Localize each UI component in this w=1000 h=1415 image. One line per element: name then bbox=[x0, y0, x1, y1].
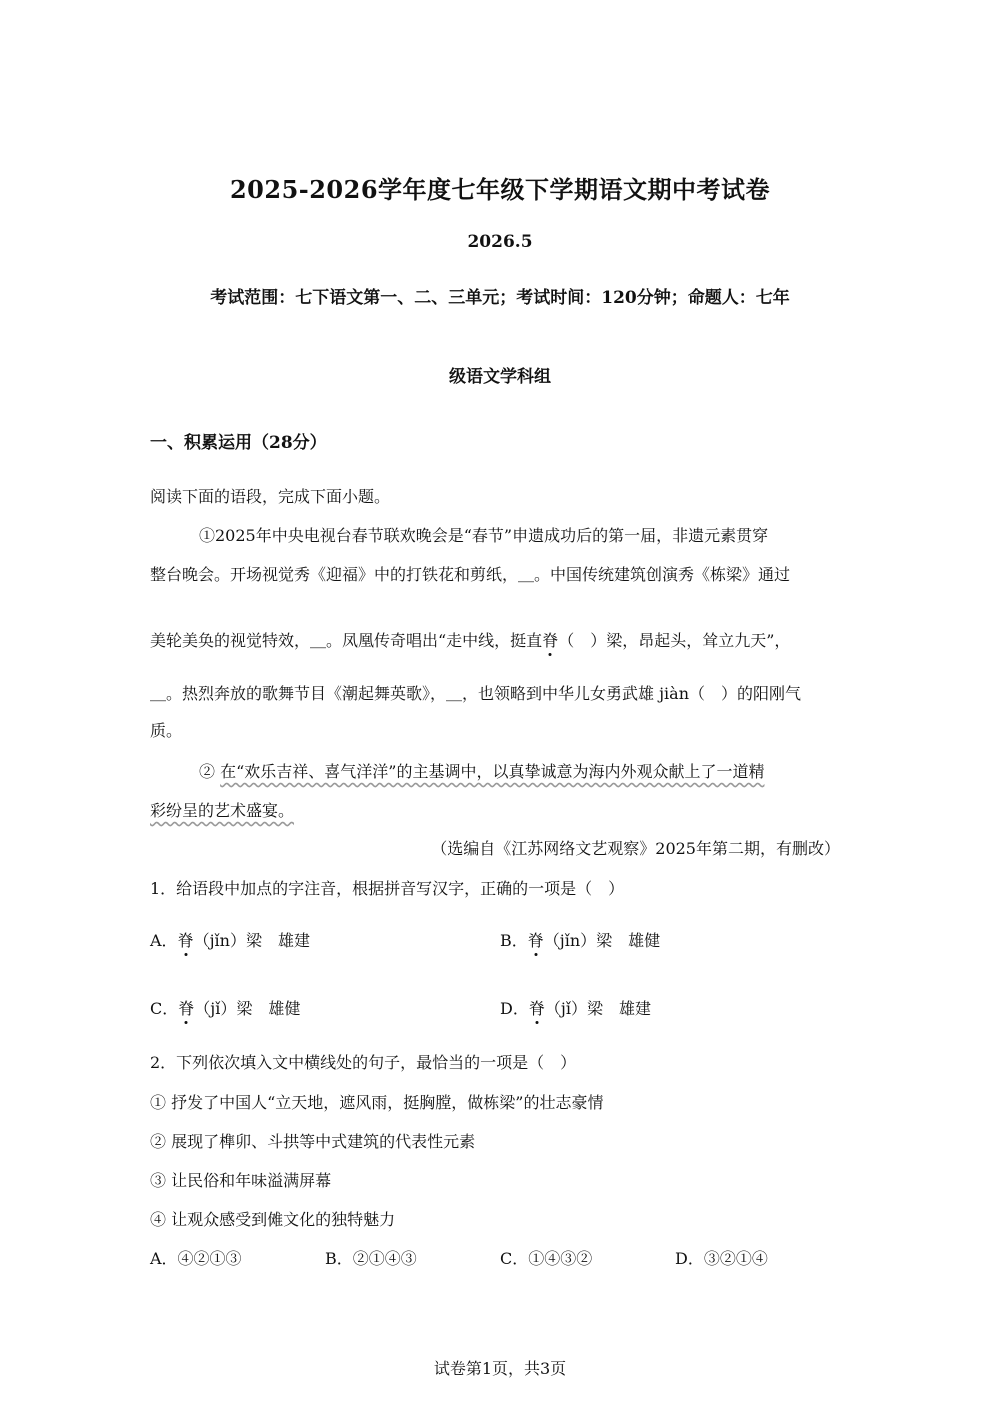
question-stem: 2．下列依次填入文中横线处的句子，最恰当的一项是（ ） bbox=[150, 1053, 577, 1072]
passage-line: 美轮美奂的视觉特效，＿。凤凰传奇唱出“走中线，挺直脊（ ）梁，昂起头，耸立九天”， bbox=[150, 631, 791, 650]
option-c[interactable]: C．脊（jǐ）梁 雄健 bbox=[150, 999, 301, 1018]
source-citation: （选编自《江苏网络文艺观察》2025年第二期，有删改） bbox=[431, 839, 840, 858]
passage-line: 整台晚会。开场视觉秀《迎福》中的打铁花和剪纸，＿。中国传统建筑创演秀《栋梁》通过 bbox=[150, 565, 791, 584]
wavy-underlined-text: 在“欢乐吉祥、喜气洋洋”的主基调中，以真挚诚意为海内外观众献上了一道精 bbox=[220, 762, 765, 781]
option-c[interactable]: C．①④③② bbox=[500, 1249, 593, 1268]
option-d[interactable]: D．③②①④ bbox=[675, 1249, 768, 1268]
passage-line: ② 在“欢乐吉祥、喜气洋洋”的主基调中，以真挚诚意为海内外观众献上了一道精 bbox=[199, 762, 765, 781]
dotted-character: 脊 bbox=[527, 931, 544, 950]
passage-line bbox=[150, 798, 294, 821]
sentence-item: ① 抒发了中国人“立天地，遮风雨，挺胸膛，做栋梁”的壮志豪情 bbox=[150, 1093, 604, 1112]
sentence-item: ④ 让观众感受到傩文化的独特魅力 bbox=[150, 1210, 396, 1229]
dotted-character: 脊 bbox=[177, 931, 194, 950]
exam-meta-line2: 级语文学科组 bbox=[449, 367, 551, 387]
sentence-item: ② 展现了榫卯、斗拱等中式建筑的代表性元素 bbox=[150, 1132, 476, 1151]
exam-title: 2025-2026学年度七年级下学期语文期中考试卷 bbox=[229, 175, 771, 204]
option-b[interactable]: B．脊（jǐn）梁 雄健 bbox=[500, 931, 661, 950]
reading-intro: 阅读下面的语段，完成下面小题。 bbox=[150, 487, 391, 506]
passage-line: 质。 bbox=[150, 721, 183, 740]
dotted-character: 脊 bbox=[178, 999, 195, 1018]
option-b[interactable]: B．②①④③ bbox=[325, 1249, 417, 1268]
option-a[interactable]: A．④②①③ bbox=[150, 1249, 242, 1268]
option-d[interactable]: D．脊（jǐ）梁 雄建 bbox=[500, 999, 651, 1018]
passage-line: ＿。热烈奔放的歌舞节目《潮起舞英歌》，＿，也领略到中华儿女勇武雄 jiàn（ ）的阳刚气 bbox=[150, 684, 802, 703]
question-stem: 1．给语段中加点的字注音，根据拼音写汉字，正确的一项是（ ） bbox=[150, 879, 625, 898]
dotted-character: 脊 bbox=[542, 631, 559, 650]
sentence-item: ③ 让民俗和年味溢满屏幕 bbox=[150, 1171, 332, 1190]
passage-line: ①2025年中央电视台春节联欢晚会是“春节”申遗成功后的第一届，非遗元素贯穿 bbox=[199, 526, 769, 545]
wavy-underlined-text: 彩纷呈的艺术盛宴。 bbox=[150, 801, 295, 820]
page-footer: 试卷第1页，共3页 bbox=[433, 1359, 567, 1378]
exam-meta-line1: 考试范围：七下语文第一、二、三单元；考试时间：120分钟；命题人：七年 bbox=[210, 288, 790, 308]
dotted-character: 脊 bbox=[528, 999, 545, 1018]
option-a[interactable]: A．脊（jǐn）梁 雄建 bbox=[150, 931, 310, 950]
section-heading: 一、积累运用（28分） bbox=[150, 433, 327, 453]
exam-date: 2026.5 bbox=[467, 232, 533, 252]
